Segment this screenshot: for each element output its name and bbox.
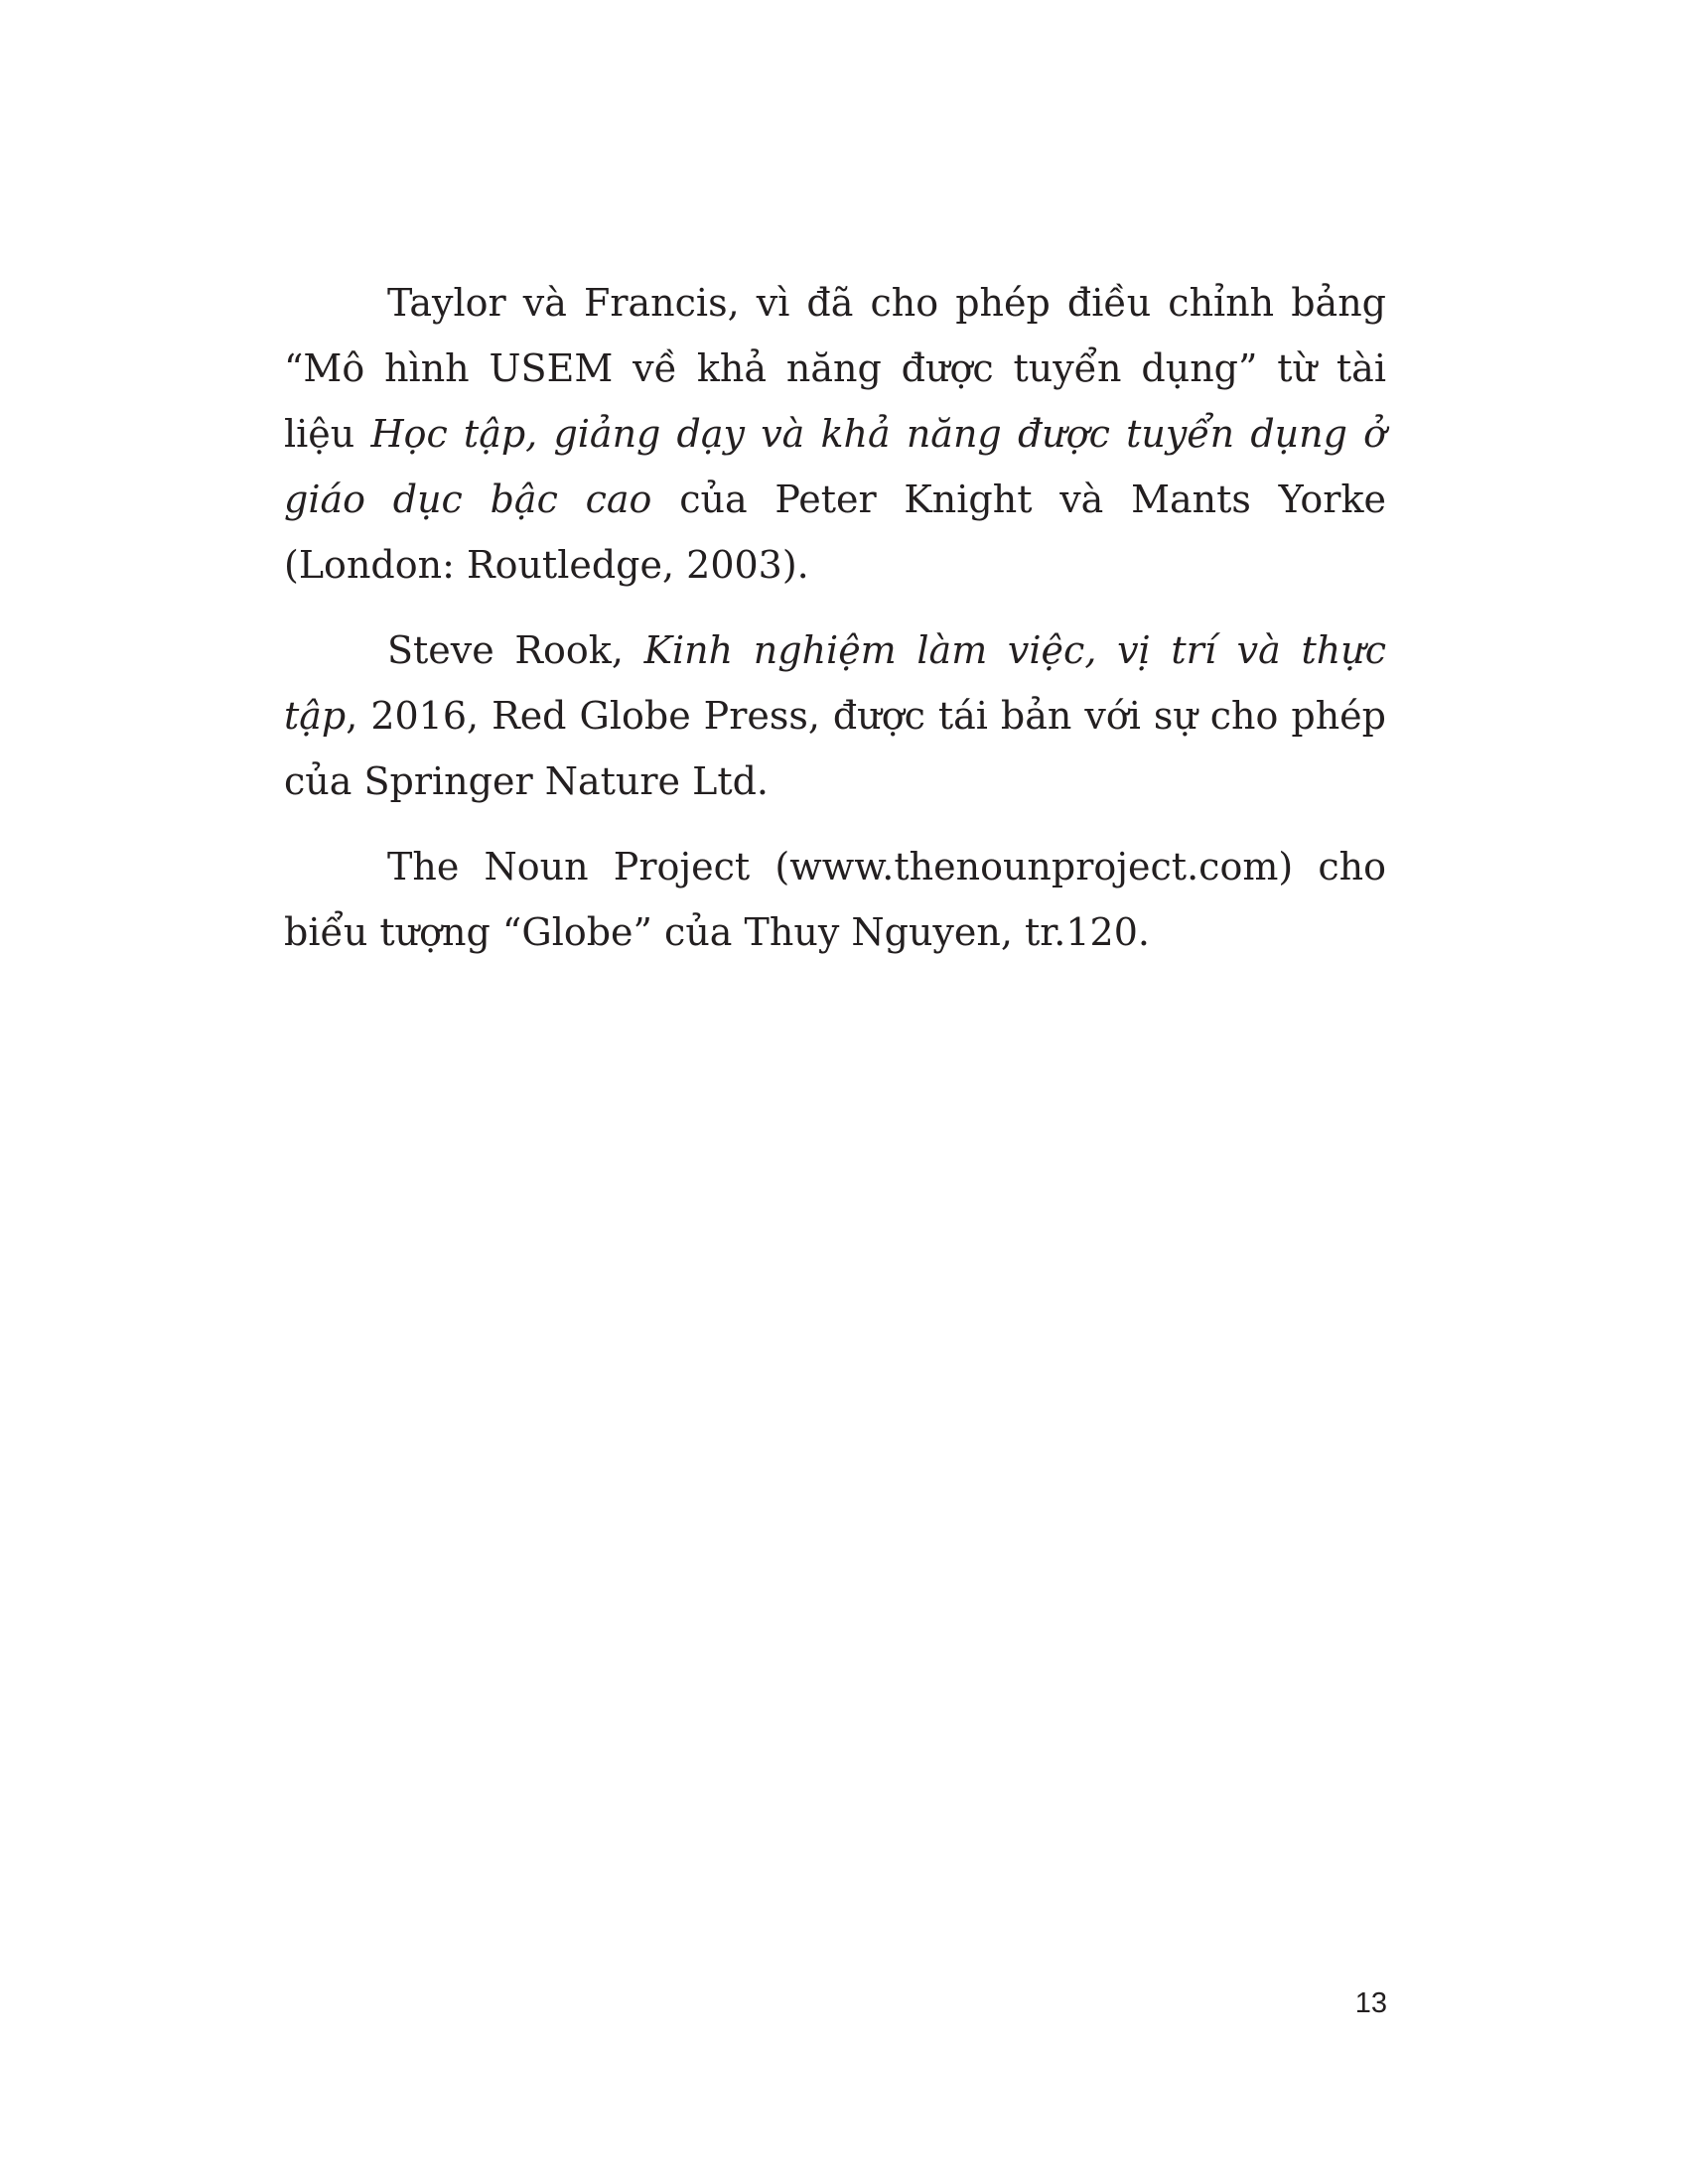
paragraph-steve-rook bbox=[284, 617, 1386, 814]
para1-book-title: Học tập, giảng dạy và khả năng được tuyển dụng ở giáo dục bậc cao bbox=[284, 412, 1386, 521]
para2-text-2: , 2016, Red Globe Press, được tái bản với sự cho phép của Springer Nature Ltd. bbox=[284, 694, 1386, 803]
para1-text-1: Taylor và Francis, vì đã cho phép điều chỉnh bảng “Mô hình USEM về khả năng được tuyển dụng” từ tài liệu bbox=[284, 281, 1386, 456]
paragraph-taylor-francis bbox=[284, 270, 1386, 598]
paragraph-noun-project bbox=[284, 834, 1386, 965]
acknowledgements-text bbox=[284, 270, 1386, 985]
para1-text-2: của Peter Knight và Mants Yorke (London: Routledge, 2003). bbox=[284, 478, 1386, 587]
para2-text-1: Steve Rook, bbox=[387, 628, 644, 672]
para2-book-title: Kinh nghiệm làm việc, vị trí và thực tập bbox=[284, 628, 1386, 738]
para3-text-1: The Noun Project (www.thenounproject.com) cho biểu tượng “Globe” của Thuy Nguyen, tr.120. bbox=[284, 845, 1386, 954]
page-number: 13 bbox=[1354, 1987, 1387, 2019]
